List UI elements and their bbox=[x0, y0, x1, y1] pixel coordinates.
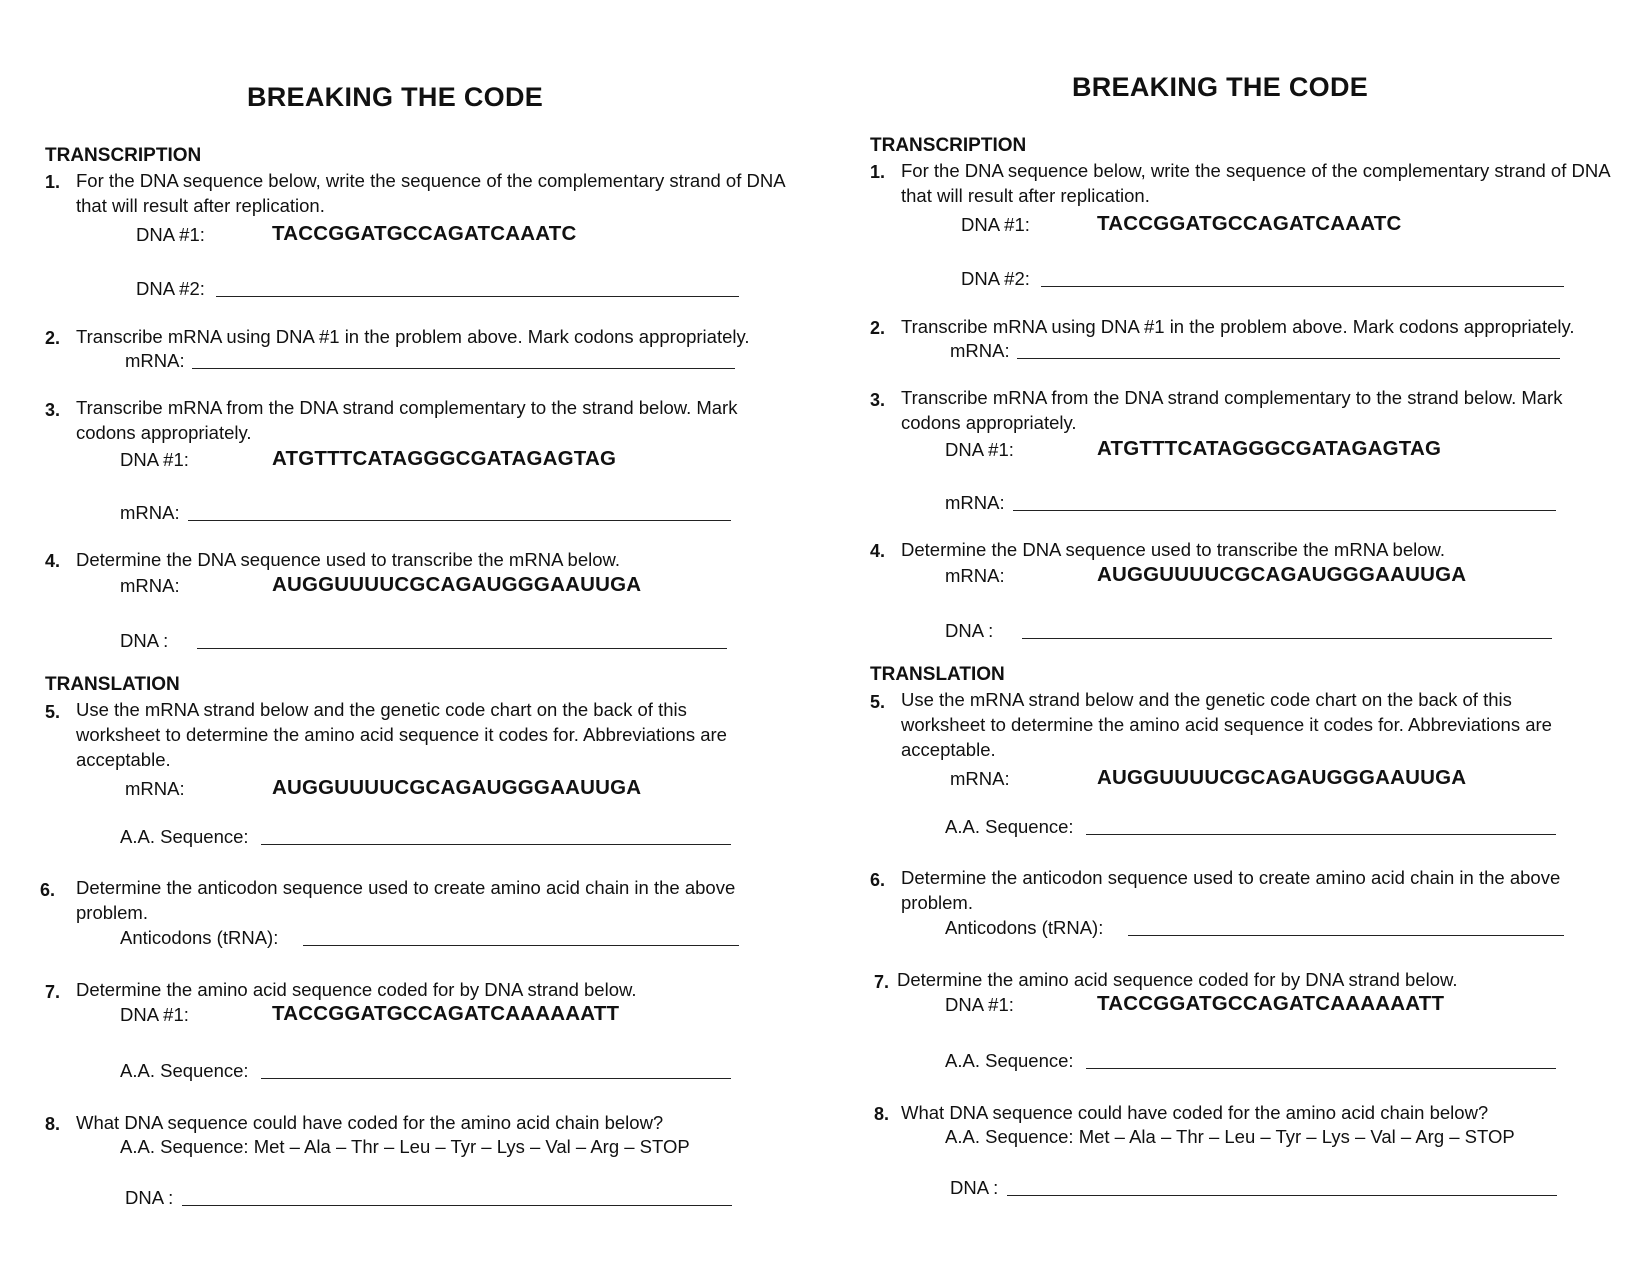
mrna-sequence: AUGGUUUUCGCAGAUGGGAAUUGA bbox=[272, 573, 642, 596]
question-number: 6. bbox=[870, 870, 886, 890]
question-text: Transcribe mRNA from the DNA strand complementary to the strand below. Mark codons appropriately. bbox=[901, 387, 1563, 433]
mrna-label: mRNA: bbox=[950, 340, 1010, 361]
question-text: Use the mRNA strand below and the genetic code chart on the back of this worksheet to determine the amino acid sequence it codes for. Abbreviations are acceptable. bbox=[901, 689, 1552, 760]
mrna-label: mRNA: bbox=[945, 565, 1005, 586]
dna-sequence: TACCGGATGCCAGATCAAATC bbox=[1097, 212, 1402, 235]
answer-blank[interactable] bbox=[1086, 834, 1556, 835]
question-text: For the DNA sequence below, write the sequence of the complementary strand of DNA that will result after replication. bbox=[901, 160, 1610, 206]
answer-blank[interactable] bbox=[182, 1205, 732, 1206]
question-number: 5. bbox=[45, 702, 61, 722]
question-text: Transcribe mRNA using DNA #1 in the problem above. Mark codons appropriately. bbox=[76, 326, 750, 347]
section-heading-translation: TRANSLATION bbox=[45, 674, 180, 695]
aa-sequence-label: A.A. Sequence: bbox=[120, 1060, 249, 1081]
answer-blank[interactable] bbox=[197, 648, 727, 649]
question-text: For the DNA sequence below, write the sequence of the complementary strand of DNA that will result after replication. bbox=[76, 170, 785, 216]
dna1-label: DNA #1: bbox=[945, 994, 1014, 1015]
question-text: What DNA sequence could have coded for the amino acid chain below? bbox=[901, 1102, 1489, 1123]
question-text: What DNA sequence could have coded for the amino acid chain below? bbox=[76, 1112, 664, 1133]
dna-sequence: TACCGGATGCCAGATCAAATC bbox=[272, 222, 577, 245]
mrna-label: mRNA: bbox=[125, 778, 185, 799]
aa-sequence-label: A.A. Sequence: bbox=[945, 816, 1074, 837]
mrna-sequence: AUGGUUUUCGCAGAUGGGAAUUGA bbox=[1097, 563, 1467, 586]
dna-label: DNA : bbox=[945, 620, 994, 641]
worksheet-title: BREAKING THE CODE bbox=[246, 82, 544, 112]
dna1-label: DNA #1: bbox=[945, 439, 1014, 460]
question-text: Determine the DNA sequence used to transcribe the mRNA below. bbox=[76, 549, 620, 570]
section-heading-transcription: TRANSCRIPTION bbox=[870, 135, 1027, 156]
question-number: 2. bbox=[870, 318, 886, 338]
question-number: 8. bbox=[45, 1114, 61, 1134]
question-text: Determine the DNA sequence used to transcribe the mRNA below. bbox=[901, 539, 1445, 560]
aa-sequence-label: A.A. Sequence: bbox=[945, 1050, 1074, 1071]
dna2-label: DNA #2: bbox=[961, 268, 1030, 289]
worksheet-left bbox=[0, 0, 790, 1275]
worksheet-title: BREAKING THE CODE bbox=[1071, 72, 1369, 102]
answer-blank[interactable] bbox=[188, 520, 731, 521]
dna2-label: DNA #2: bbox=[136, 278, 205, 299]
mrna-sequence: AUGGUUUUCGCAGAUGGGAAUUGA bbox=[1097, 766, 1467, 789]
dna-label: DNA : bbox=[120, 630, 169, 651]
answer-blank[interactable] bbox=[261, 1078, 731, 1079]
anticodon-label: Anticodons (tRNA): bbox=[120, 927, 279, 948]
mrna-label: mRNA: bbox=[120, 502, 180, 523]
dna1-label: DNA #1: bbox=[961, 214, 1030, 235]
worksheet-right bbox=[825, 0, 1615, 1265]
question-text: Transcribe mRNA using DNA #1 in the problem above. Mark codons appropriately. bbox=[901, 316, 1575, 337]
question-number: 4. bbox=[870, 541, 886, 561]
question-number: 4. bbox=[45, 551, 61, 571]
answer-blank[interactable] bbox=[1086, 1068, 1556, 1069]
question-number: 3. bbox=[870, 390, 886, 410]
answer-blank[interactable] bbox=[303, 945, 739, 946]
dna1-label: DNA #1: bbox=[120, 1004, 189, 1025]
dna-sequence: ATGTTTCATAGGGCGATAGAGTAG bbox=[1097, 437, 1442, 460]
section-heading-transcription: TRANSCRIPTION bbox=[45, 145, 202, 166]
answer-blank[interactable] bbox=[216, 296, 739, 297]
question-number: 2. bbox=[45, 328, 61, 348]
answer-blank[interactable] bbox=[261, 844, 731, 845]
question-text: Determine the anticodon sequence used to create amino acid chain in the above problem. bbox=[901, 867, 1561, 913]
dna1-label: DNA #1: bbox=[136, 224, 205, 245]
question-number: 7. bbox=[45, 982, 61, 1002]
dna-sequence: TACCGGATGCCAGATCAAAAAATT bbox=[272, 1002, 620, 1025]
dna-sequence: ATGTTTCATAGGGCGATAGAGTAG bbox=[272, 447, 617, 470]
answer-blank[interactable] bbox=[1007, 1195, 1557, 1196]
question-number: 3. bbox=[45, 400, 61, 420]
answer-blank[interactable] bbox=[1128, 935, 1564, 936]
dna-label: DNA : bbox=[950, 1177, 999, 1198]
aa-chain: A.A. Sequence: Met – Ala – Thr – Leu – Tyr – Lys – Val – Arg – STOP bbox=[120, 1136, 690, 1157]
question-number: 1. bbox=[870, 162, 886, 182]
dna-label: DNA : bbox=[125, 1187, 174, 1208]
mrna-label: mRNA: bbox=[950, 768, 1010, 789]
dna-sequence: TACCGGATGCCAGATCAAAAAATT bbox=[1097, 992, 1445, 1015]
mrna-label: mRNA: bbox=[120, 575, 180, 596]
aa-sequence-label: A.A. Sequence: bbox=[120, 826, 249, 847]
answer-blank[interactable] bbox=[1013, 510, 1556, 511]
question-text: Use the mRNA strand below and the genetic code chart on the back of this worksheet to determine the amino acid sequence it codes for. Abbreviations are acceptable. bbox=[76, 699, 727, 770]
aa-chain: A.A. Sequence: Met – Ala – Thr – Leu – Tyr – Lys – Val – Arg – STOP bbox=[945, 1126, 1515, 1147]
mrna-label: mRNA: bbox=[945, 492, 1005, 513]
dna1-label: DNA #1: bbox=[120, 449, 189, 470]
question-text: Transcribe mRNA from the DNA strand complementary to the strand below. Mark codons appropriately. bbox=[76, 397, 738, 443]
answer-blank[interactable] bbox=[192, 368, 735, 369]
question-number: 8. bbox=[874, 1104, 890, 1124]
question-text: Determine the amino acid sequence coded for by DNA strand below. bbox=[897, 969, 1458, 990]
question-text: Determine the amino acid sequence coded for by DNA strand below. bbox=[76, 979, 637, 1000]
question-number: 7. bbox=[874, 972, 890, 992]
anticodon-label: Anticodons (tRNA): bbox=[945, 917, 1104, 938]
question-text: Determine the anticodon sequence used to create amino acid chain in the above problem. bbox=[76, 877, 736, 923]
mrna-sequence: AUGGUUUUCGCAGAUGGGAAUUGA bbox=[272, 776, 642, 799]
answer-blank[interactable] bbox=[1017, 358, 1560, 359]
section-heading-translation: TRANSLATION bbox=[870, 664, 1005, 685]
answer-blank[interactable] bbox=[1041, 286, 1564, 287]
mrna-label: mRNA: bbox=[125, 350, 185, 371]
question-number: 5. bbox=[870, 692, 886, 712]
question-number: 1. bbox=[45, 172, 61, 192]
question-number: 6. bbox=[40, 880, 56, 900]
answer-blank[interactable] bbox=[1022, 638, 1552, 639]
